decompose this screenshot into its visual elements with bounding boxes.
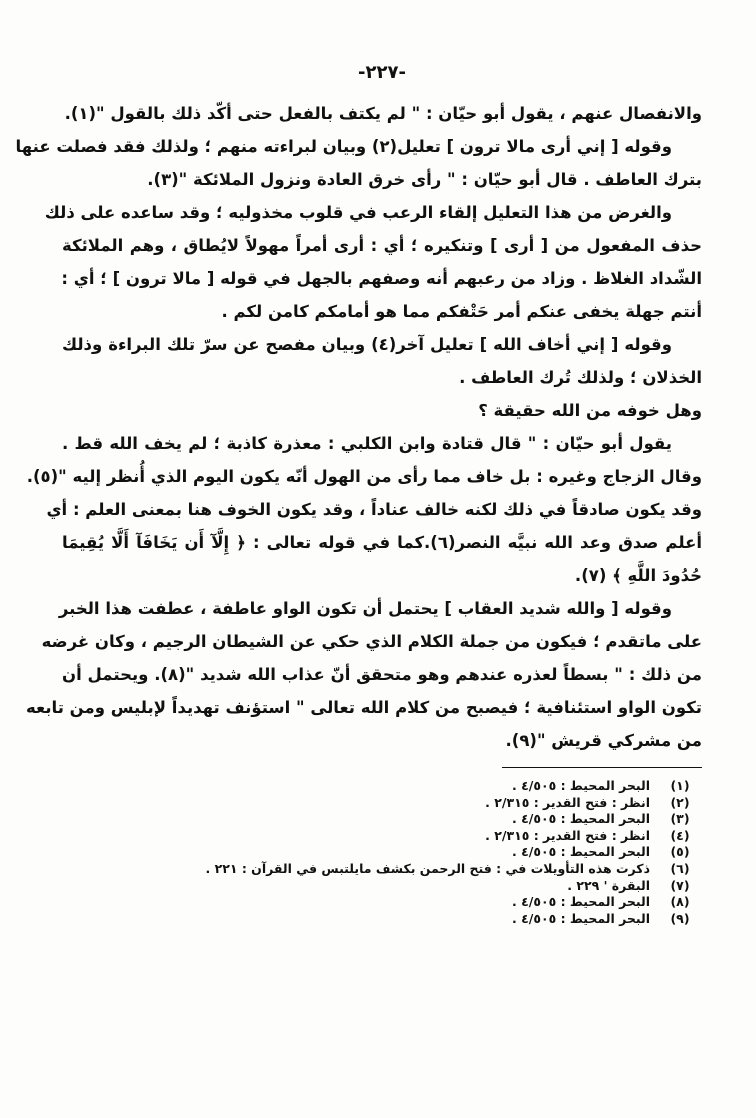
footnote [62, 828, 702, 845]
text-line: يقول أبو حيّان : " قال قتادة وابن الكلبي : معذرة كاذبة ؛ لم يخف الله قط . [62, 434, 672, 453]
text-line: وهل خوفه من الله حقيقة ؟ [478, 401, 702, 420]
footnote-text: البحر المحيط : ٤/٥٠٥ . [512, 811, 650, 827]
book-page [15, 62, 703, 927]
footnote-text: البحر المحيط : ٤/٥٠٥ . [512, 910, 650, 926]
text-line: والانفصال عنهم ، يقول أبو حيّان : " لم يكتف بالفعل حتى أكّد ذلك بالقول "(١). [64, 104, 702, 123]
text-line: من مشركي قريش "(٩). [505, 731, 702, 750]
text-line: الشّداد الغلاظ . وزاد من رعبهم أنه وصفهم بالجهل في قوله [ مالا ترون ] ؛ أي : [61, 269, 702, 288]
text-line: على ماتقدم ؛ فيكون من جملة الكلام الذي حكي عن الشيطان الرجيم ، وكان غرضه [41, 632, 702, 651]
footnote-text: انظر : فتح القدير : ٢/٣١٥ . [485, 827, 650, 843]
footnote [62, 911, 702, 928]
footnote [62, 778, 702, 795]
footnote-number: (١) [670, 778, 690, 793]
footnote [62, 811, 702, 828]
footnote-number: (٩) [670, 910, 690, 926]
footnote-text: البحر المحيط : ٤/٥٠٥ . [512, 778, 650, 793]
text-line: الخذلان ؛ ولذلك تُرك العاطف . [459, 368, 702, 387]
text-line: وقوله [ إني أرى مالا ترون ] تعليل(٢) وبيان لبراءته منهم ؛ ولذلك فقد فصلت عنها [15, 137, 672, 156]
text-line: بترك العاطف . قال أبو حيّان : " رأى خرق العادة ونزول الملائكة "(٣). [147, 170, 702, 189]
text-line: من ذلك : " بسطاً لعذره عندهم وهو متحقق أنّ عذاب الله شديد "(٨). ويحتمل أن [62, 665, 703, 684]
footnote [62, 894, 702, 911]
footnote [62, 844, 702, 861]
footnote-number: (٢) [670, 794, 690, 810]
text-line: تكون الواو استئنافية ؛ فيصبح من كلام الله تعالى " استؤنف تهديداً لإبليس ومن تابعه [26, 698, 702, 717]
footnotes [62, 778, 702, 927]
footnote-number: (٥) [670, 844, 690, 860]
text-line: حذف المفعول من [ أرى ] وتنكيره ؛ أي : أرى أمراً مهولاً لايُطاق ، وهم الملائكة [62, 236, 702, 255]
footnote-text: البحر المحيط : ٤/٥٠٥ . [512, 844, 650, 860]
footnote [62, 861, 702, 878]
footnote-text: البحر المحيط : ٤/٥٠٥ . [512, 894, 650, 910]
text-line: وقوله [ والله شديد العقاب ] يحتمل أن تكون الواو عاطفة ، عطفت هذا الخبر [58, 599, 672, 618]
body-text [15, 97, 703, 757]
footnote-number: (٣) [670, 811, 690, 827]
text-line: أنتم جهلة يخفى عنكم أمر حَتْفكم مما هو أمامكم كامن لكم . [221, 302, 702, 321]
footnote-number: (٦) [670, 860, 690, 876]
text-line: حُدُودَ اللَّهِ ﴾ (٧). [574, 566, 702, 585]
footnote [62, 795, 702, 812]
text-line: والغرض من هذا التعليل إلقاء الرعب في قلوب مخذوليه ؛ وقد ساعده على ذلك [44, 203, 672, 222]
footnote [62, 878, 702, 895]
footnote-number: (٤) [670, 827, 690, 843]
footnote-number: (٧) [670, 877, 690, 893]
text-line: وقوله [ إني أخاف الله ] تعليل آخر(٤) وبيان مفصح عن سرّ تلك البراءة وذلك [62, 335, 672, 354]
footnote-divider [502, 767, 702, 768]
footnote-text: ذكرت هذه التأويلات في : فتح الرحمن بكشف مايلتبس في القرآن : ٢٢١ . [205, 860, 650, 876]
footnote-number: (٨) [670, 894, 690, 910]
footnote-text: انظر : فتح القدير : ٢/٣١٥ . [485, 794, 650, 810]
page-number: -٢٢٧- [358, 62, 406, 83]
footnote-text: البقرة ' ٢٢٩ . [567, 877, 650, 893]
text-line: وقال الزجاج وغيره : بل خاف مما رأى من الهول أنّه يكون اليوم الذي أُنظر إليه "(٥). [26, 467, 702, 486]
text-line: وقد يكون صادقاً في ذلك لكنه خالف عناداً ، وقد يكون الخوف هنا بمعنى العلم : أي [46, 500, 702, 519]
text-line: أعلم صدق وعد الله نبيَّه النصر(٦).كما في قوله تعالى : ﴿ إِلَّآ أَن يَخَافَآ أَلَّا يُقِيمَا [62, 533, 702, 552]
